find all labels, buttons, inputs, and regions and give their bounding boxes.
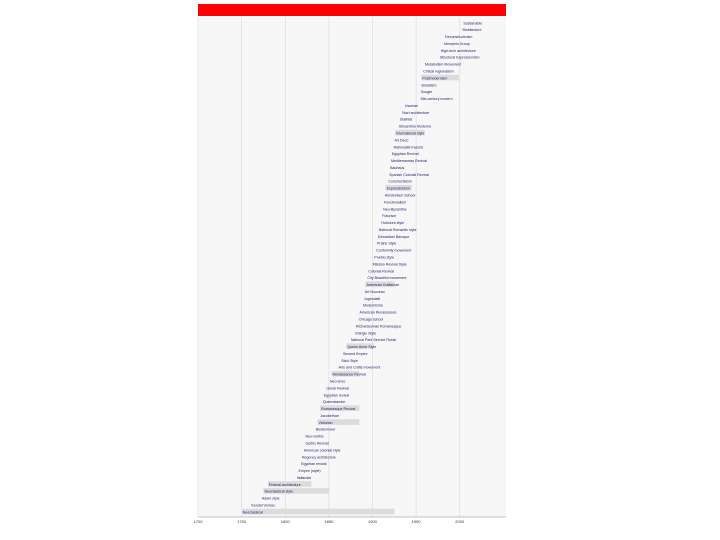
bar-label: Neoclassical style bbox=[264, 489, 294, 494]
bar-label: Brutalism bbox=[421, 83, 437, 88]
bar-label: Art Deco bbox=[394, 138, 409, 143]
bar-label: National Romantic style bbox=[378, 227, 417, 232]
bar-label: Gothic Revival bbox=[305, 441, 329, 446]
x-tick-label: 2000 bbox=[455, 519, 465, 524]
bar-label: Nazi architecture bbox=[402, 110, 430, 115]
x-tick-label: 1700 bbox=[193, 519, 203, 524]
bar-label: Stick Style bbox=[341, 358, 359, 363]
bar-label: Neoclassical bbox=[242, 510, 263, 515]
bar-label: Mediterranean Revival bbox=[390, 159, 427, 164]
bar-label: Postmodernism bbox=[422, 76, 448, 81]
bar-label: Mission Revival Style bbox=[372, 262, 407, 267]
bar-label: International style bbox=[396, 131, 425, 136]
bar-label: American Craftsman bbox=[366, 283, 400, 288]
bar-label: Hoboken style bbox=[381, 221, 405, 226]
bar-label: Colonial Revival bbox=[368, 269, 395, 274]
bar-label: American colonial style bbox=[303, 448, 341, 453]
x-tick-label: 1850 bbox=[324, 519, 334, 524]
bar-label: Art Nouveau bbox=[364, 289, 385, 294]
bar-label: Functionalism bbox=[383, 200, 407, 205]
bar-label: Blobitecture bbox=[462, 28, 482, 33]
bar-label: Conformity movement bbox=[376, 248, 412, 253]
bar-label: Structural Expressionism bbox=[439, 55, 480, 60]
bar-label: Deconstructivism bbox=[445, 35, 473, 40]
bar-label: Queenslander bbox=[322, 400, 346, 405]
bar-label: Shingle Style bbox=[355, 331, 377, 336]
bar-label: Egyptian Revival bbox=[391, 152, 419, 157]
bar-label: Italianate bbox=[296, 475, 312, 480]
bar-label: Modernisme bbox=[363, 303, 383, 308]
bar-label: Chicago school bbox=[358, 317, 384, 322]
bar-label: Constructivism bbox=[388, 179, 412, 184]
bar-label: Futurism bbox=[382, 214, 397, 219]
bar-label: Jugendstil bbox=[363, 296, 381, 301]
bar-label: Amsterdam School bbox=[384, 193, 416, 198]
bar-label: Stalinist bbox=[399, 117, 413, 122]
x-ticks-group bbox=[194, 519, 465, 524]
bar-label: Victorian bbox=[318, 420, 333, 425]
bar-label: Arts and Crafts movement bbox=[338, 365, 381, 370]
bar-label: Kendal Vernac. bbox=[251, 503, 276, 508]
bar-label: Adam style bbox=[261, 496, 280, 501]
bar-label: Bauhaus bbox=[390, 165, 405, 170]
bar-label: Biedermeier bbox=[315, 427, 336, 432]
bar-label: American Renaissance bbox=[359, 310, 397, 315]
bar-label: Pueblo style bbox=[374, 255, 394, 260]
bar-label: Federal architecture bbox=[268, 482, 301, 487]
bar-label: Renaissance Revival bbox=[332, 372, 367, 377]
bar-label: Mid-century modern bbox=[420, 97, 453, 102]
bar-label: Romanesque Revival bbox=[321, 407, 356, 412]
bar-label: Metabolism Movement bbox=[424, 62, 462, 67]
bar-label: Richardsonian Romanesque bbox=[356, 324, 402, 329]
bar-label: Neo-Byzantine bbox=[383, 207, 407, 212]
bar-label: Queen Anne Style bbox=[347, 345, 377, 350]
title-bar bbox=[198, 4, 506, 16]
bar-label: Neo-Grec bbox=[329, 379, 346, 384]
bar-label: Prairie Style bbox=[376, 241, 397, 246]
bar bbox=[242, 509, 395, 515]
bar-label: Empire (style) bbox=[298, 469, 321, 474]
bar-label: Greek Revival bbox=[326, 386, 349, 391]
x-tick-label: 1900 bbox=[368, 519, 377, 524]
bar-label: Streamline Moderne bbox=[398, 124, 432, 129]
bar-label: Spanish Colonial Revival bbox=[389, 172, 429, 177]
bar-label: Edwardian Baroque bbox=[377, 234, 410, 239]
x-tick-label: 1750 bbox=[237, 519, 247, 524]
bar-label: Jacobethan bbox=[320, 413, 339, 418]
bar-label: Memphis Group bbox=[444, 41, 470, 46]
bar-label: Rationalist-Fascist bbox=[393, 145, 423, 150]
bar-label: National Park Service Rustic bbox=[350, 338, 397, 343]
bar-label: Usonian bbox=[404, 103, 419, 108]
bar-label: Googie bbox=[420, 90, 433, 95]
bar-label: City Beautiful movement bbox=[367, 276, 407, 281]
bar-label: High-tech architecture bbox=[440, 48, 476, 53]
x-tick-label: 1800 bbox=[280, 519, 290, 524]
bar-label: Sustainable bbox=[463, 21, 483, 26]
bar-label: Egyptian revival bbox=[301, 462, 327, 467]
bar-label: Egyptian revival bbox=[323, 393, 350, 398]
bar-label: Expressionism bbox=[386, 186, 410, 191]
bar-label: Neo-Gothic bbox=[305, 434, 324, 439]
bar-label: Regency architecture bbox=[301, 455, 336, 460]
bar-label: Critical regionalism bbox=[423, 69, 454, 74]
bar-label: Second Empire bbox=[342, 351, 368, 356]
x-tick-label: 1950 bbox=[411, 519, 421, 524]
